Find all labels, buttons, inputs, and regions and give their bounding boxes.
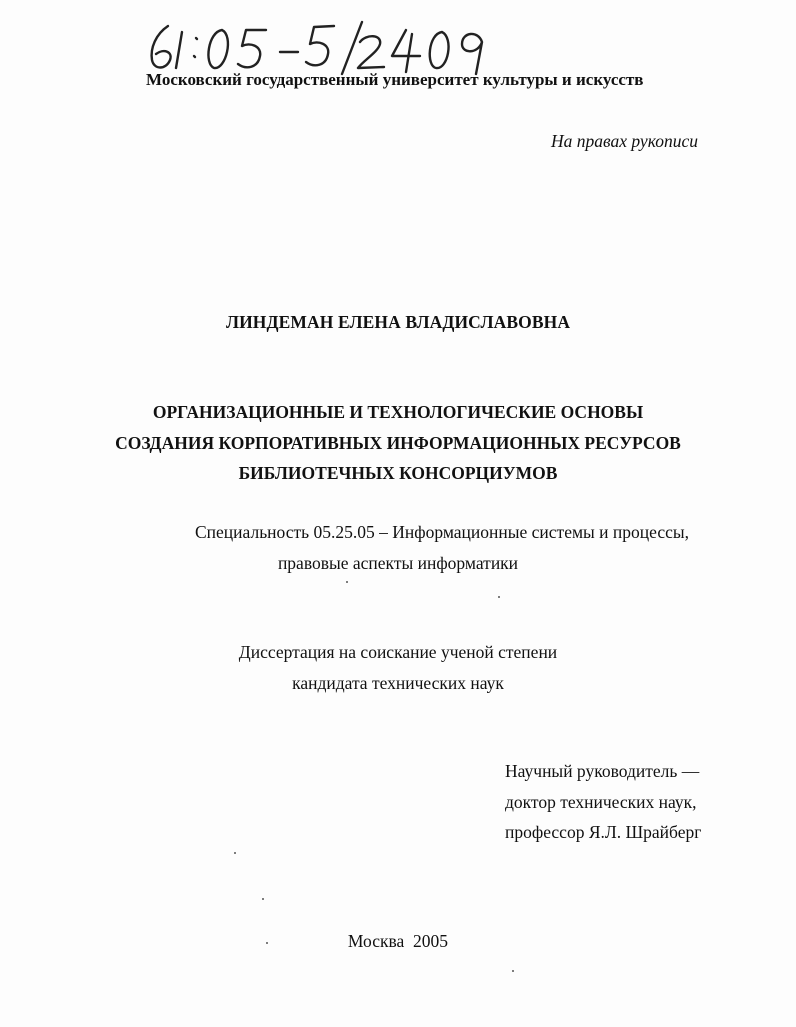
scan-speck xyxy=(234,852,236,854)
scan-speck xyxy=(512,970,514,972)
scan-speck xyxy=(498,596,500,598)
rights-note: На правах рукописи xyxy=(551,131,698,151)
university-name: Московский государственный университет культуры и искусств xyxy=(146,70,644,89)
supervisor-line-3: профессор Я.Л. Шрайберг xyxy=(505,822,702,842)
supervisor-line-2: доктор технических наук, xyxy=(505,792,697,812)
specialty-line-2: правовые аспекты информатики xyxy=(277,553,519,573)
scan-speck xyxy=(266,942,268,944)
title-line-2: СОЗДАНИЯ КОРПОРАТИВНЫХ ИНФОРМАЦИОННЫХ РЕСУРСОВ xyxy=(115,433,681,453)
degree-line-2: кандидата технических наук xyxy=(292,673,504,693)
degree-line-1: Диссертация на соискание ученой степени xyxy=(238,642,558,662)
title-line-1: ОРГАНИЗАЦИОННЫЕ И ТЕХНОЛОГИЧЕСКИЕ ОСНОВЫ xyxy=(152,402,644,422)
scan-speck xyxy=(346,581,348,583)
title-line-3: БИБЛИОТЕЧНЫХ КОНСОРЦИУМОВ xyxy=(238,463,558,483)
scan-speck xyxy=(262,898,264,900)
author-name: ЛИНДЕМАН ЕЛЕНА ВЛАДИСЛАВОВНА xyxy=(225,312,571,332)
city-year: Москва 2005 xyxy=(347,931,449,951)
supervisor-line-1: Научный руководитель — xyxy=(505,761,700,781)
specialty-line-1: Специальность 05.25.05 – Информационные системы и процессы, xyxy=(195,522,690,542)
